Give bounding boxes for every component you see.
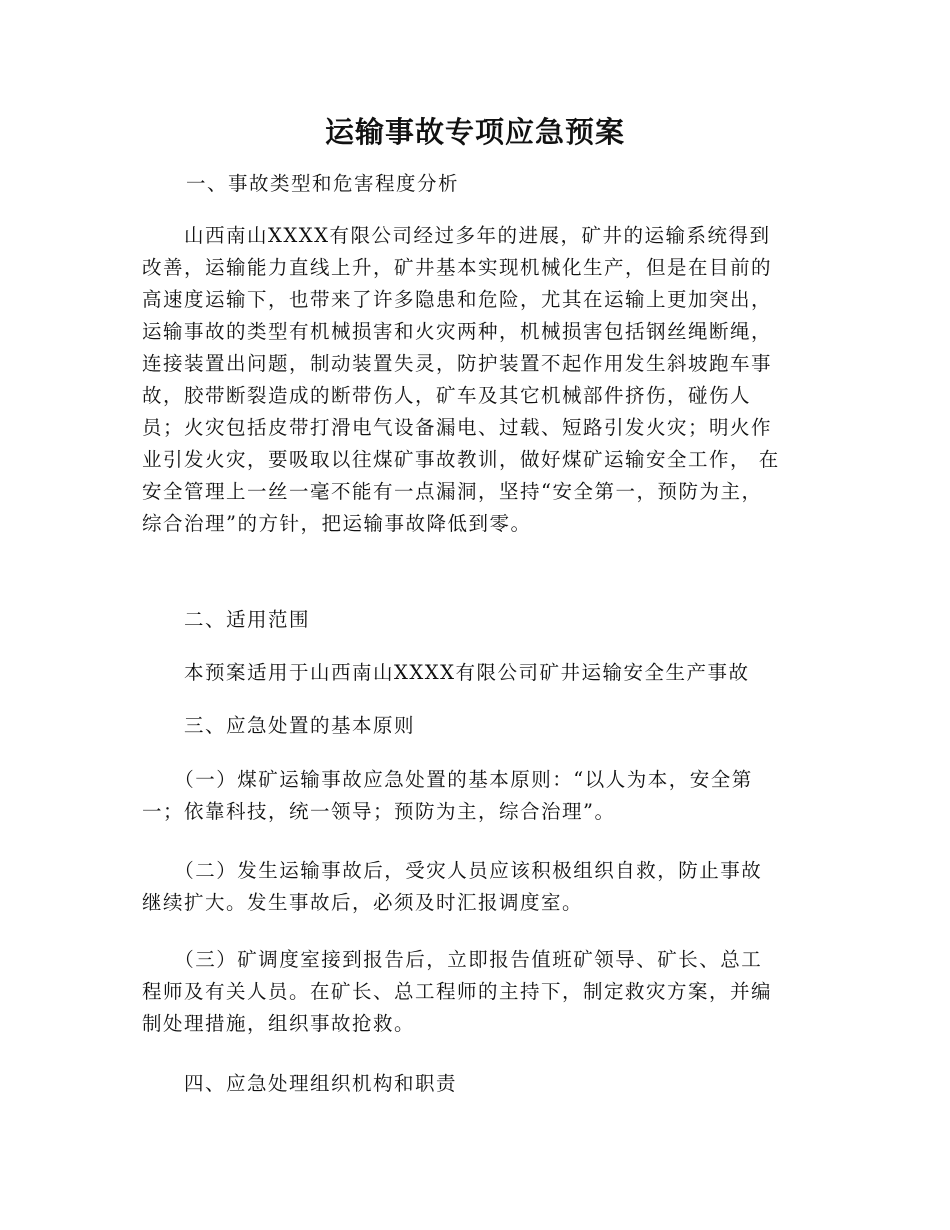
section-3-heading: 三、应急处置的基本原则 (142, 714, 416, 737)
body-line: 山西南山XXXX有限公司经过多年的进展，矿井的运输系统得到 (142, 224, 771, 247)
body-line: 制处理措施，组织事故抢救。 (142, 1012, 416, 1035)
section-1-heading: 一、事故类型和危害程度分析 (186, 172, 460, 195)
section-3-item-3 (142, 944, 810, 1040)
body-line: （二）发生运输事故后，受灾人员应该积极组织自救，防止事故 (142, 859, 763, 882)
section-2-body: 本预案适用于山西南山XXXX有限公司矿井运输安全生产事故 (142, 661, 750, 684)
body-line: 业引发火灾，要吸取以往煤矿事故教训，做好煤矿运输安全工作， 在 (142, 448, 780, 471)
body-line: （三）矿调度室接到报告后，立即报告值班矿领导、矿长、总工 (142, 948, 763, 971)
section-3-item-2 (142, 855, 810, 919)
section-4-heading: 四、应急处理组织机构和职责 (142, 1072, 458, 1095)
section-1-body (142, 220, 810, 540)
body-line: 一；依靠科技，统一领导；预防为主，综合治理”。 (142, 800, 616, 823)
body-line: 改善，运输能力直线上升，矿井基本实现机械化生产，但是在目前的 (142, 256, 773, 279)
body-line: 高速度运输下，也带来了许多隐患和危险，尤其在运输上更加突出， (142, 288, 773, 311)
body-line: （一）煤矿运输事故应急处置的基本原则：“以人为本，安全第 (142, 768, 753, 791)
body-line: 员；火灾包括皮带打滑电气设备漏电、过载、短路引发火灾；明火作 (142, 416, 773, 439)
document-title: 运输事故专项应急预案 (324, 115, 625, 149)
body-line: 综合治理”的方针，把运输事故降低到零。 (142, 512, 532, 535)
body-line: 连接装置出问题，制动装置失灵，防护装置不起作用发生斜坡跑车事 (142, 352, 773, 375)
body-line: 运输事故的类型有机械损害和火灾两种，机械损害包括钢丝绳断绳， (142, 320, 773, 343)
body-line: 继续扩大。发生事故后，必须及时汇报调度室。 (142, 891, 584, 914)
body-line: 程师及有关人员。在矿长、总工程师的主持下，制定救灾方案，并编 (142, 980, 773, 1003)
body-line: 安全管理上一丝一毫不能有一点漏洞，坚持“安全第一，预防为主， (142, 480, 763, 503)
section-3-item-1 (142, 764, 810, 828)
section-2-heading: 二、适用范围 (142, 608, 311, 631)
body-line: 故，胶带断裂造成的断带伤人，矿车及其它机械部件挤伤，碰伤人 (142, 384, 752, 407)
